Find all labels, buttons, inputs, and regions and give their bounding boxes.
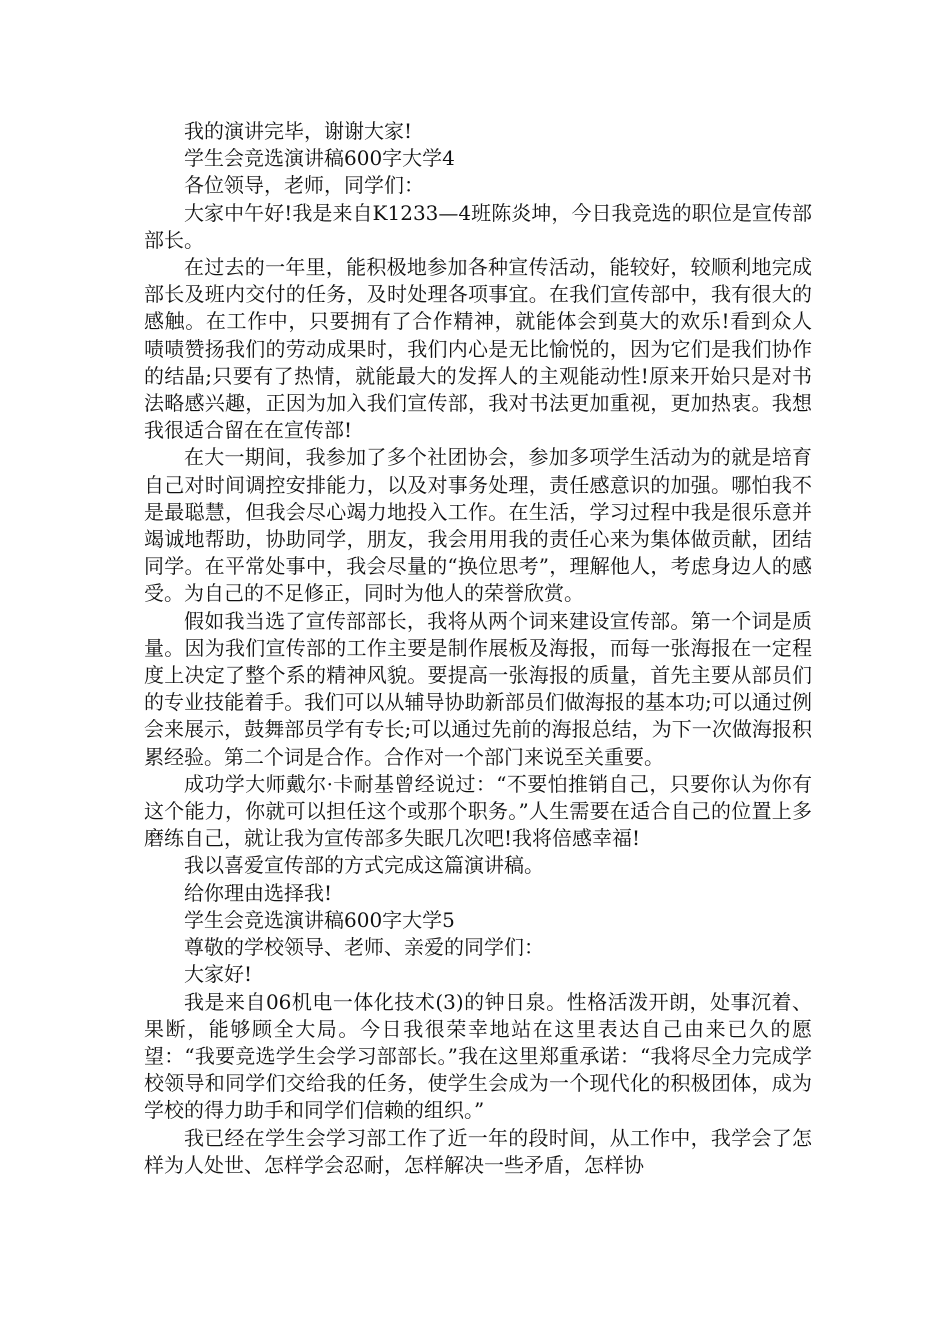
body-paragraph: 成功学大师戴尔·卡耐基曾经说过：“不要怕推销自己，只要你认为你有这个能力，你就可以担任这个或那个职务。”人生需要在适合自己的位置上多磨练自己，就让我为宣传部多失眠几次吧!我将倍感幸福! xyxy=(144,771,812,851)
body-paragraph: 在大一期间，我参加了多个社团协会，参加多项学生活动为的就是培育自己对时间调控安排能力，以及对事务处理，责任感意识的加强。哪怕我不是最聪慧，但我会尽心竭力地投入工作。在生活，学习过程中我是很乐意并竭诚地帮助，协助同学，朋友，我会用用我的责任心来为集体做贡献，团结同学。在平常处事中，我会尽量的“换位思考”，理解他人，考虑身边人的感受。为自己的不足修正，同时为他人的荣誉欣赏。 xyxy=(144,445,812,606)
document-page xyxy=(144,118,812,1179)
body-paragraph: 我已经在学生会学习部工作了近一年的段时间，从工作中，我学会了怎样为人处世、怎样学会忍耐，怎样解决一些矛盾，怎样协 xyxy=(144,1125,812,1177)
body-paragraph: 假如我当选了宣传部部长，我将从两个词来建设宣传部。第一个词是质量。因为我们宣传部的工作主要是制作展板及海报，而每一张海报在一定程度上决定了整个系的精神风貌。要提高一张海报的质量，首先主要从部员们的专业技能着手。我们可以从辅导协助新部员们做海报的基本功;可以通过例会来展示，鼓舞部员学有专长;可以通过先前的海报总结，为下一次做海报积累经验。第二个词是合作。合作对一个部门来说至关重要。 xyxy=(144,608,812,769)
body-paragraph: 我以喜爱宣传部的方式完成这篇演讲稿。 xyxy=(184,853,544,878)
body-paragraph: 我是来自06机电一体化技术(3)的钟日泉。性格活泼开朗，处事沉着、果断，能够顾全大局。今日我很荣幸地站在这里表达自己由来已久的愿望：“我要竞选学生会学习部部长。”我在这里郑重承诺：“我将尽全力完成学校领导和同学们交给我的任务，使学生会成为一个现代化的积极团体，成为学校的得力助手和同学们信赖的组织。” xyxy=(144,989,812,1123)
greeting-line: 大家好! xyxy=(184,962,253,987)
greeting-paragraph: 大家中午好!我是来自K1233—4班陈炎坤，今日我竞选的职位是宣传部部长。 xyxy=(144,200,812,252)
closing-line: 我的演讲完毕，谢谢大家! xyxy=(184,119,413,143)
body-paragraph: 在过去的一年里，能积极地参加各种宣传活动，能较好，较顺利地完成部长及班内交付的任务，及时处理各项事宜。在我们宣传部中，我有很大的感触。在工作中，只要拥有了合作精神，就能体会到莫大的欢乐!看到众人啧啧赞扬我们的劳动成果时，我们内心是无比愉悦的，因为它们是我们协作的结晶;只要有了热情，就能最大的发挥人的主观能动性!原来开始只是对书法略感兴趣，正因为加入我们宣传部，我对书法更加重视，更加热衷。我想我很适合留在在宣传部! xyxy=(144,255,812,443)
salutation: 尊敬的学校领导、老师、亲爱的同学们： xyxy=(184,935,544,960)
salutation: 各位领导，老师，同学们： xyxy=(184,173,424,198)
section-heading-5: 学生会竞选演讲稿600字大学5 xyxy=(184,907,455,932)
body-paragraph: 给你理由选择我! xyxy=(184,880,333,905)
section-heading-4: 学生会竞选演讲稿600字大学4 xyxy=(184,146,455,171)
